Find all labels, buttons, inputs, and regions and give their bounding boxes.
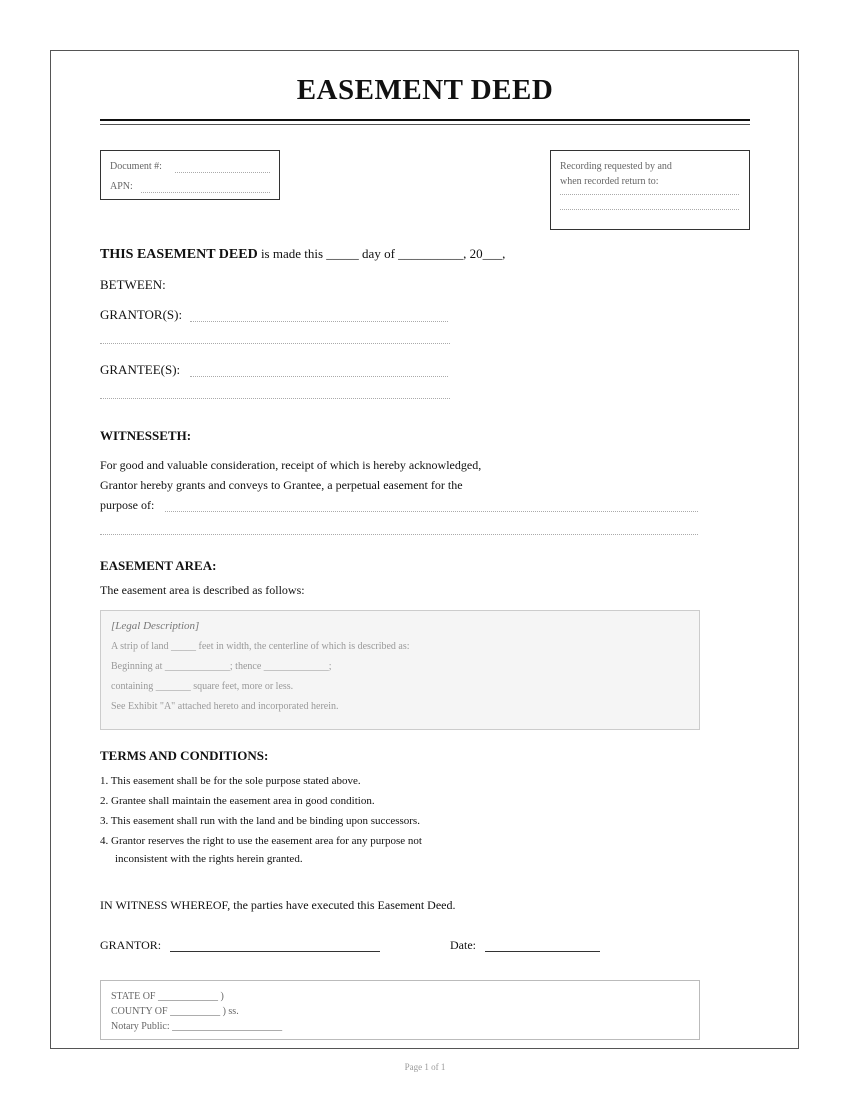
signature-grantor-label: GRANTOR:: [100, 938, 162, 952]
date-signature-line[interactable]: [485, 951, 600, 952]
notary-box: [100, 980, 700, 1040]
page-footer: Page 1 of 1: [404, 1062, 446, 1072]
witness-statement: IN WITNESS WHEREOF, the parties have executed this Easement Deed.: [100, 898, 456, 912]
grantee-field-line-2[interactable]: [100, 398, 450, 399]
intro-line: [100, 246, 505, 263]
legal-line-2: Beginning at _____________; thence _____________;: [111, 661, 332, 672]
grantee-label: GRANTEE(S):: [100, 362, 181, 377]
legal-line-4: See Exhibit "A" attached hereto and incorporated herein.: [111, 701, 339, 712]
notary-county: COUNTY OF __________ ) ss.: [111, 1006, 239, 1017]
grantor-signature-line[interactable]: [170, 951, 380, 952]
terms-heading: TERMS AND CONDITIONS:: [100, 748, 269, 763]
easement-area-heading: EASEMENT AREA:: [100, 558, 217, 573]
term-item-3: 3. This easement shall run with the land and be binding upon successors.: [100, 815, 420, 827]
apn-label: APN:: [110, 181, 133, 192]
notary-state: STATE OF ____________ ): [111, 991, 224, 1002]
recording-box: [550, 150, 750, 230]
recording-address-line-1[interactable]: [560, 194, 739, 195]
document-title: EASEMENT DEED: [296, 74, 554, 106]
legal-line-3: containing _______ square feet, more or less.: [111, 681, 294, 692]
term-item-2: 2. Grantee shall maintain the easement area in good condition.: [100, 795, 375, 807]
recording-line-2: when recorded return to:: [560, 176, 659, 187]
witnesseth-line-2: Grantor hereby grants and conveys to Grantee, a perpetual easement for the: [100, 478, 463, 492]
term-item-1: 1. This easement shall be for the sole purpose stated above.: [100, 775, 361, 787]
term-item-4-continued: inconsistent with the rights herein granted.: [115, 853, 303, 865]
signature-date-label: Date:: [450, 938, 476, 952]
easement-area-intro: The easement area is described as follows:: [100, 583, 305, 597]
legal-description-box: [100, 610, 700, 730]
title-rule-thin: [100, 124, 750, 125]
title-rule-thick: [100, 119, 750, 121]
recording-address-line-2[interactable]: [560, 209, 739, 210]
purpose-field-line-2[interactable]: [100, 534, 698, 535]
grantor-field-line-2[interactable]: [100, 343, 450, 344]
document-number-field[interactable]: [175, 172, 270, 173]
notary-public: Notary Public: ______________________: [111, 1021, 283, 1032]
recording-line-1: Recording requested by and: [560, 161, 672, 172]
purpose-field-line-1[interactable]: [165, 511, 698, 512]
legal-description-label: [Legal Description]: [111, 620, 200, 632]
purpose-label: purpose of:: [100, 498, 155, 512]
apn-field[interactable]: [141, 192, 270, 193]
grantee-field-line-1[interactable]: [190, 376, 448, 377]
intro-bold: THIS EASEMENT DEED: [100, 247, 258, 262]
between-label: BETWEEN:: [100, 277, 166, 292]
grantor-label: GRANTOR(S):: [100, 307, 183, 322]
witnesseth-heading: WITNESSETH:: [100, 428, 192, 443]
witnesseth-line-1: For good and valuable consideration, receipt of which is hereby acknowledged,: [100, 458, 482, 472]
document-number-box: [100, 150, 280, 200]
legal-line-1: A strip of land _____ feet in width, the centerline of which is described as:: [111, 641, 410, 652]
intro-rest: is made this _____ day of __________, 20___,: [257, 246, 506, 261]
grantor-field-line-1[interactable]: [190, 321, 448, 322]
term-item-4: 4. Grantor reserves the right to use the easement area for any purpose not: [100, 835, 422, 847]
document-number-label: Document #:: [110, 161, 162, 172]
